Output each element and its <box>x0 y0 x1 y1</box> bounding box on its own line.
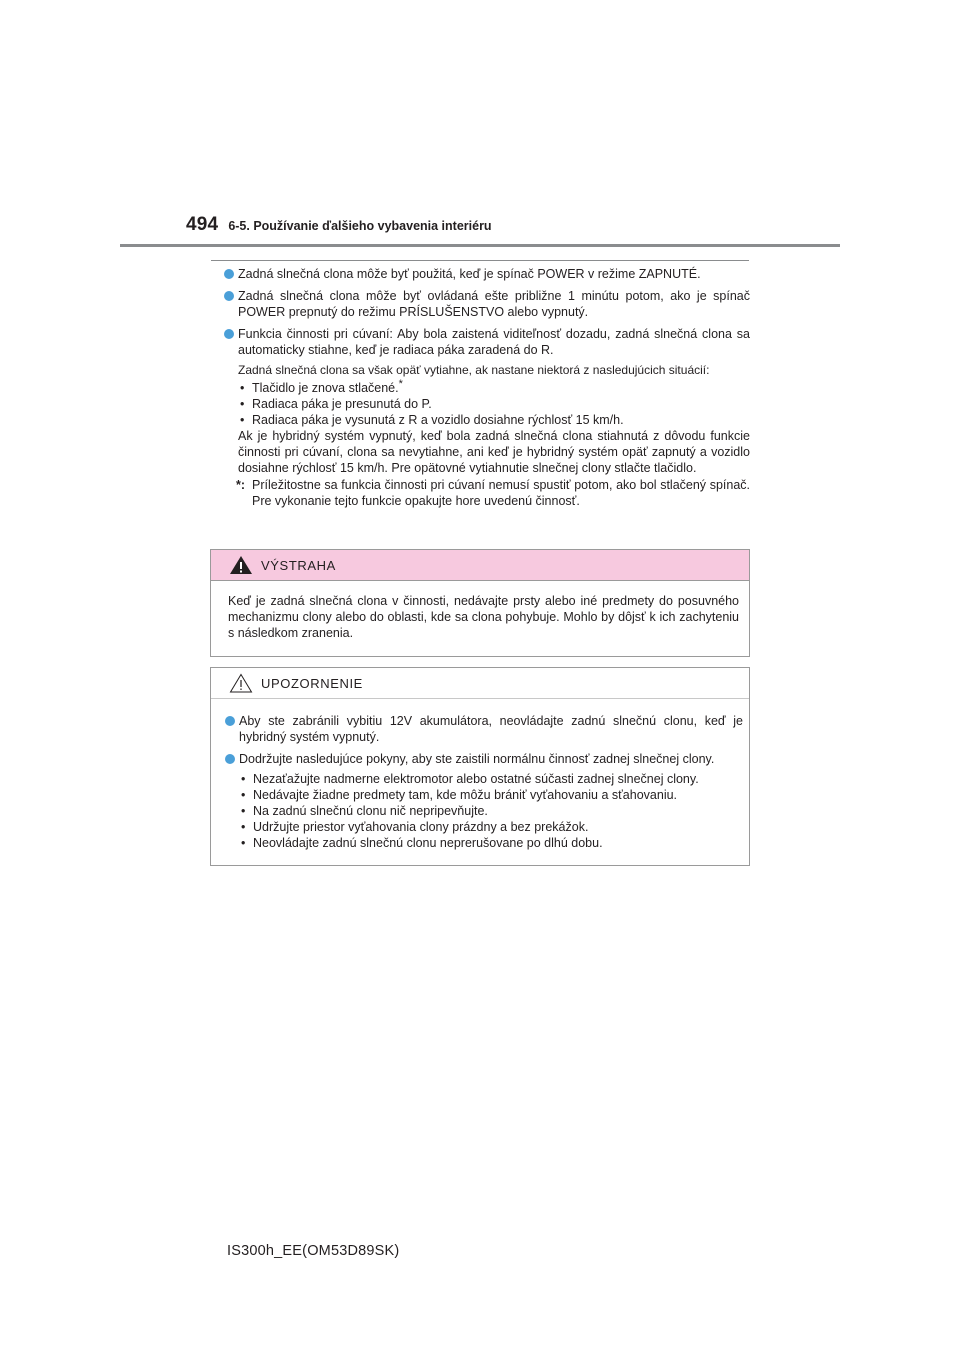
sub-bullet-mark: • <box>241 820 246 834</box>
list-item <box>222 326 750 358</box>
caution-icon <box>229 673 253 693</box>
section-rule <box>211 260 749 261</box>
bullet-text: Zadná slnečná clona môže byť použitá, keď je spínač POWER v režime ZAPNUTÉ. <box>238 267 701 281</box>
header-rule <box>120 244 840 247</box>
asterisk-mark: * <box>398 377 403 390</box>
bullet-icon <box>224 269 234 279</box>
sub-bullet-mark: • <box>241 772 246 786</box>
sub-bullet-text: Tlačidlo je znova stlačené. <box>252 381 399 395</box>
warning-header <box>211 550 749 581</box>
footnote-colon: : <box>240 478 246 492</box>
sub-bullet-text: Nezaťažujte nadmerne elektromotor alebo ostatné súčasti zadnej slnečnej clony. <box>253 772 699 786</box>
footer-model-code: IS300h_EE(OM53D89SK) <box>227 1243 400 1259</box>
list-item <box>222 266 750 282</box>
list-item <box>222 396 750 412</box>
sub-bullet-text: Nedávajte žiadne predmety tam, kde môžu brániť vyťahovaniu a sťahovaniu. <box>253 788 678 802</box>
sub-bullet-mark: • <box>241 788 246 802</box>
list-item <box>222 288 750 320</box>
sub-bullet-text: Radiaca páka je presunutá do P. <box>252 397 432 411</box>
notice-header <box>211 668 749 699</box>
list-item <box>223 787 743 803</box>
list-item <box>223 713 743 745</box>
sub-bullet-text: Na zadnú slnečnú clonu nič nepripevňujte. <box>253 804 488 818</box>
bullet-icon <box>224 291 234 301</box>
page-header <box>186 214 492 236</box>
warning-text: Keď je zadná slnečná clona v činnosti, nedávajte prsty alebo iné predmety do posuvného mechanizmu clony alebo do oblasti, kde sa clona pohybuje. Mohlo by dôjsť k ich zachyteniu s následkom zranenia. <box>228 594 739 640</box>
sub-bullet-text: Neovládajte zadnú slnečnú clonu neprerušovane po dlhú dobu. <box>253 836 603 850</box>
sub-bullet-mark: • <box>241 836 246 850</box>
footnote <box>222 477 750 509</box>
sub-bullet-mark: • <box>240 413 245 427</box>
warning-title: VÝSTRAHA <box>261 557 336 573</box>
list-item <box>223 835 743 851</box>
list-item <box>223 819 743 835</box>
warning-box <box>210 549 750 657</box>
list-item <box>223 751 743 767</box>
footnote-asterisk: * <box>236 478 241 492</box>
list-item <box>222 377 750 396</box>
sub-bullet-mark: • <box>240 381 245 395</box>
bullet-text: Zadná slnečná clona môže byť ovládaná ešte približne 1 minútu potom, ako je spínač POWER prepnutý do režimu PRÍSLUŠENSTVO alebo vypnutý. <box>238 289 750 319</box>
section-title: 6-5. Používanie ďalšieho vybavenia interiéru <box>228 219 492 233</box>
notice-body <box>211 699 749 851</box>
page-number: 494 <box>186 214 219 235</box>
notice-box <box>210 667 750 866</box>
list-item <box>223 803 743 819</box>
bullet-icon <box>224 329 234 339</box>
sub-bullet-mark: • <box>240 397 245 411</box>
bullet-text: Funkcia činnosti pri cúvaní: Aby bola zaistená viditeľnosť dozadu, zadná slnečná clona sa automaticky stiahne, keď je radiaca páka zaradená do R. <box>238 327 750 357</box>
bullet-text: Dodržujte nasledujúce pokyny, aby ste zaistili normálnu činnosť zadnej slnečnej clony. <box>239 752 715 766</box>
notice-title: UPOZORNENIE <box>261 675 363 691</box>
bullet-icon <box>225 716 235 726</box>
sub-bullet-mark: • <box>241 804 246 818</box>
footnote-marker <box>236 477 245 493</box>
sub-bullet-text: Udržujte priestor vyťahovania clony prázdny a bez prekážok. <box>253 820 589 834</box>
sub-bullet-text: Radiaca páka je vysunutá z R a vozidlo dosiahne rýchlosť 15 km/h. <box>252 413 624 427</box>
bullet-icon <box>225 754 235 764</box>
list-item <box>223 771 743 787</box>
list-item <box>222 412 750 428</box>
reverse-note: Ak je hybridný systém vypnutý, keď bola zadná slnečná clona stiahnutá z dôvodu funkcie činnosti pri cúvaní, clona sa nevytiahne, ani keď je hybridný systém opäť zapnutý a vozidlo dosiahne rýchlosť 15 km/h. Pre opätovné vytiahnutie slnečnej clony stlačte tlačidlo. <box>238 429 750 475</box>
reverse-intro: Zadná slnečná clona sa však opäť vytiahne, ak nastane niektorá z nasledujúcich situácií: <box>238 363 710 377</box>
bullet-text: Aby ste zabránili vybitiu 12V akumulátora, neovládajte zadnú slnečnú clonu, keď je hybridný systém vypnutý. <box>239 714 743 744</box>
main-content <box>222 266 750 509</box>
warning-icon <box>229 555 253 575</box>
footnote-text: Príležitostne sa funkcia činnosti pri cúvaní nemusí spustiť potom, ako bol stlačený spínač. Pre vykonanie tejto funkcie opakujte hore uvedenú činnosť. <box>252 478 750 508</box>
